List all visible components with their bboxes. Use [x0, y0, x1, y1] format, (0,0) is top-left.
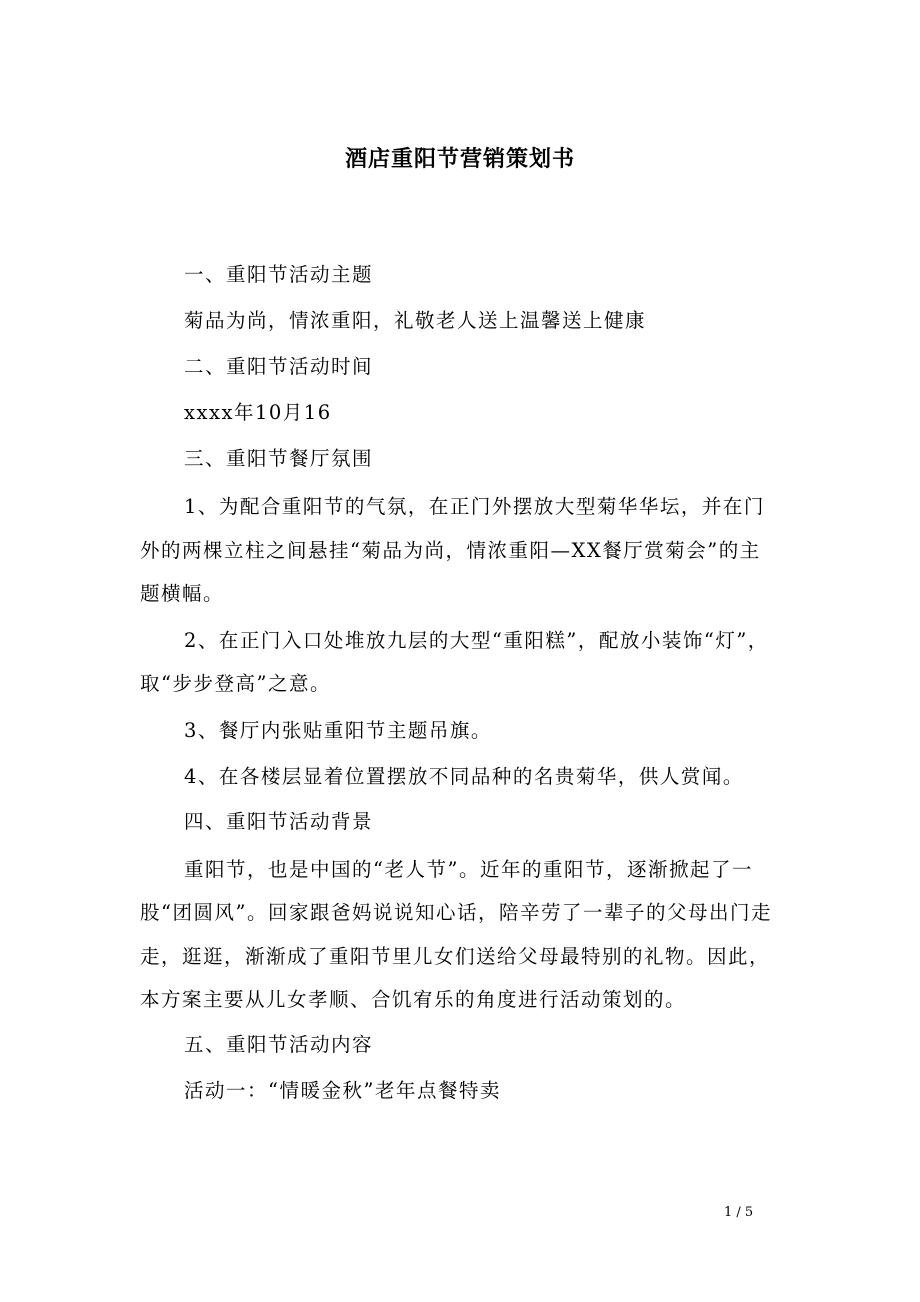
document-body: [140, 252, 780, 1114]
section-heading-atmosphere: 三、重阳节餐厅氛围: [184, 447, 374, 470]
section-heading-time: 二、重阳节活动时间: [184, 355, 374, 378]
atmosphere-item-3: 3、餐厅内张贴重阳节主题吊旗。: [184, 718, 492, 742]
time-text: xxxx年10月16: [184, 401, 332, 424]
section-heading-background: 四、重阳节活动背景: [184, 809, 374, 833]
background-text: 重阳节，也是中国的“老人节”。近年的重阳节，逐渐掀起了一股“团圆风”。回家跟爸妈说说知心话，陪辛劳了一辈子的父母出门走走，逛逛，渐渐成了重阳节里儿女们送给父母最特别的礼物。因此，本方案主要从儿女孝顺、合饥宥乐的角度进行活动策划的。: [140, 857, 772, 1011]
section-heading-content: 五、重阳节活动内容: [184, 1032, 374, 1056]
theme-text: 菊品为尚，情浓重阳，礼敬老人送上温馨送上健康: [184, 309, 647, 332]
atmosphere-item-4: 4、在各楼层显着位置摆放不同品种的名贵菊华，供人赏闻。: [184, 765, 744, 788]
atmosphere-item-2: 2、在正门入口处堆放九层的大型“重阳糕”，配放小装饰“灯”，取“步步登高”之意。: [140, 628, 769, 695]
page-number: 1 / 5: [724, 1205, 754, 1220]
document-title: 酒店重阳节营销策划书: [344, 146, 575, 172]
atmosphere-item-1: 1、为配合重阳节的气氛，在正门外摆放大型菊华华坛，并在门外的两棵立柱之间悬挂“菊品为尚，情浓重阳—XX餐厅赏菊会”的主题横幅。: [140, 495, 765, 605]
section-heading-theme: 一、重阳节活动主题: [184, 263, 374, 286]
activity-one-title: 活动一：“情暖金秋”老年点餐特卖: [184, 1078, 501, 1102]
